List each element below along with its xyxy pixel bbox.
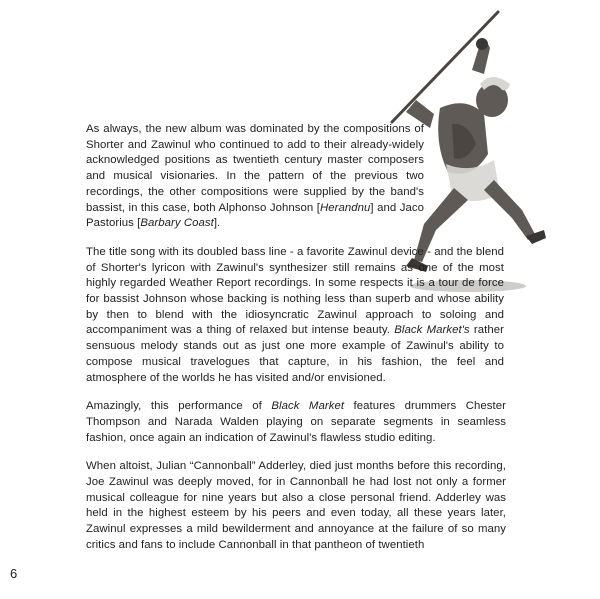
page-number: 6 — [10, 566, 18, 581]
article-text — [86, 122, 506, 567]
song-title: Herandnu — [319, 201, 371, 214]
paragraph-4: When altoist, Julian “Cannonball” Adderley, died just months before this recording, Joe Zawinul was deeply moved, for in Cannonball he had lost not only a former musical colleague for nine years but also a close personal friend. Adderley was held in the highest esteem by his peers and even today, all these years later, Zawinul expresses a mild bewilderment and annoyance at the failure of so many critics and fans to include Cannonball in that pantheon of twentieth — [86, 460, 506, 551]
paragraph-2: The title song with its doubled bass line - a favorite Zawinul device - and the blend of Shorter's lyricon with Zawinul's synthesizer still remains as one of the most highly regarded Weather Report recordings. In some respects it is a tour de force for bassist Johnson whose backing is nothing less than superb and whose ability by then to blend with the idiosyncratic Zawinul approach to soloing and accompaniment was a thing of relaxed but intense beauty. Black Market's rather sensuous melody stands out as just one more example of Zawinul's ability to compose musical travelogues that capture, in his fashion, the feel and atmosphere of the worlds he has visited and/or envisioned. — [86, 245, 504, 384]
song-title: Black Market's — [394, 324, 470, 337]
song-title: Barbary Coast — [140, 217, 214, 230]
paragraph-3: Amazingly, this performance of Black Market features drummers Chester Thompson and Narada Walden playing on separate segments in seamless fashion, once again an indication of Zawinul's flawless studio editing. — [86, 400, 506, 444]
song-title: Black Market — [271, 400, 345, 413]
paragraph-1: As always, the new album was dominated by the compositions of Shorter and Zawinul who continued to add to their already-widely acknowledged positions as twentieth century master composers and musical visionaries. In the pattern of the previous two recordings, the other compositions were supplied by the band's bassist, in this case, both Alphonso Johnson [Herandnu] and Jaco Pastorius [Barbary Coast]. — [86, 123, 425, 230]
